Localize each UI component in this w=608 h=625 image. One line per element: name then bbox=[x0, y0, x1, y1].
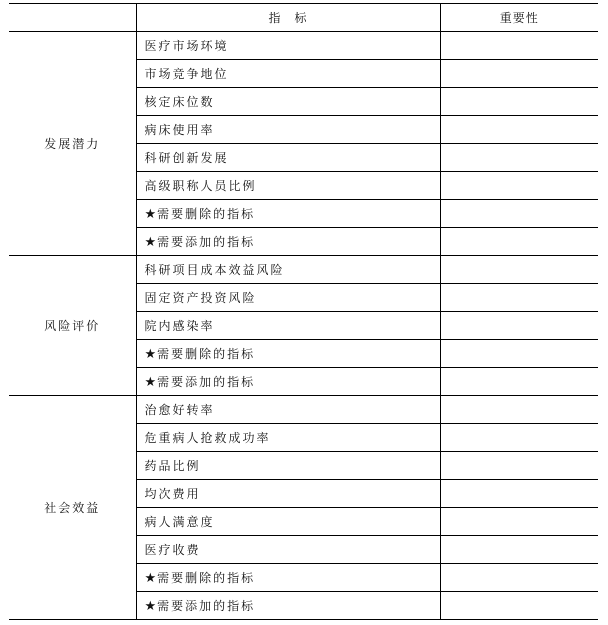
table-body bbox=[9, 32, 598, 620]
indicator-cell bbox=[136, 144, 440, 172]
indicator-label: 需要添加的指标 bbox=[157, 375, 256, 389]
importance-cell[interactable] bbox=[440, 256, 598, 284]
importance-cell[interactable] bbox=[440, 32, 598, 60]
indicator-label: 院内感染率 bbox=[144, 319, 215, 333]
indicator-label: 需要删除的指标 bbox=[157, 571, 256, 585]
importance-cell[interactable] bbox=[440, 60, 598, 88]
indicator-cell bbox=[136, 284, 440, 312]
indicator-label: 药品比例 bbox=[144, 459, 201, 473]
indicator-label: 科研创新发展 bbox=[144, 151, 229, 165]
star-icon: ★ bbox=[144, 207, 157, 222]
indicator-cell bbox=[136, 592, 440, 620]
importance-cell[interactable] bbox=[440, 200, 598, 228]
header-category bbox=[9, 4, 136, 32]
indicator-cell bbox=[136, 60, 440, 88]
importance-cell[interactable] bbox=[440, 116, 598, 144]
importance-cell[interactable] bbox=[440, 228, 598, 256]
indicator-label: 核定床位数 bbox=[144, 95, 215, 109]
indicator-label: 医疗收费 bbox=[144, 543, 201, 557]
indicator-cell bbox=[136, 116, 440, 144]
importance-cell[interactable] bbox=[440, 144, 598, 172]
indicator-cell bbox=[136, 424, 440, 452]
indicator-label: 危重病人抢救成功率 bbox=[144, 431, 271, 445]
indicator-label: 市场竞争地位 bbox=[144, 67, 229, 81]
star-icon: ★ bbox=[144, 347, 157, 362]
indicator-cell bbox=[136, 368, 440, 396]
indicator-cell bbox=[136, 452, 440, 480]
indicator-cell bbox=[136, 340, 440, 368]
table-header-row bbox=[9, 4, 598, 32]
indicator-cell bbox=[136, 228, 440, 256]
importance-cell[interactable] bbox=[440, 592, 598, 620]
indicator-cell bbox=[136, 508, 440, 536]
indicator-label: 科研项目成本效益风险 bbox=[144, 263, 285, 277]
table-row bbox=[9, 396, 598, 424]
indicator-label: 病人满意度 bbox=[144, 515, 215, 529]
importance-cell[interactable] bbox=[440, 172, 598, 200]
indicator-cell bbox=[136, 480, 440, 508]
importance-cell[interactable] bbox=[440, 340, 598, 368]
importance-cell[interactable] bbox=[440, 536, 598, 564]
indicator-cell bbox=[136, 256, 440, 284]
indicator-table bbox=[9, 3, 598, 620]
indicator-cell bbox=[136, 536, 440, 564]
header-indicator: 指 标 bbox=[136, 4, 440, 32]
indicator-label: 治愈好转率 bbox=[144, 403, 215, 417]
importance-cell[interactable] bbox=[440, 284, 598, 312]
importance-cell[interactable] bbox=[440, 88, 598, 116]
category-cell: 风险评价 bbox=[9, 256, 136, 396]
star-icon: ★ bbox=[144, 375, 157, 390]
indicator-label: 需要添加的指标 bbox=[157, 599, 256, 613]
importance-cell[interactable] bbox=[440, 564, 598, 592]
indicator-label: 高级职称人员比例 bbox=[144, 179, 257, 193]
indicator-cell bbox=[136, 396, 440, 424]
indicator-cell bbox=[136, 564, 440, 592]
indicator-label: 需要删除的指标 bbox=[157, 347, 256, 361]
header-importance: 重要性 bbox=[440, 4, 598, 32]
importance-cell[interactable] bbox=[440, 424, 598, 452]
indicator-label: 均次费用 bbox=[144, 487, 201, 501]
indicator-label: 固定资产投资风险 bbox=[144, 291, 257, 305]
indicator-label: 需要添加的指标 bbox=[157, 235, 256, 249]
indicator-cell bbox=[136, 32, 440, 60]
indicator-cell bbox=[136, 200, 440, 228]
importance-cell[interactable] bbox=[440, 508, 598, 536]
importance-cell[interactable] bbox=[440, 312, 598, 340]
indicator-label: 医疗市场环境 bbox=[144, 39, 229, 53]
importance-cell[interactable] bbox=[440, 480, 598, 508]
category-cell: 发展潜力 bbox=[9, 32, 136, 256]
importance-cell[interactable] bbox=[440, 452, 598, 480]
importance-cell[interactable] bbox=[440, 396, 598, 424]
indicator-cell bbox=[136, 88, 440, 116]
star-icon: ★ bbox=[144, 235, 157, 250]
table-row bbox=[9, 256, 598, 284]
star-icon: ★ bbox=[144, 599, 157, 614]
importance-cell[interactable] bbox=[440, 368, 598, 396]
indicator-cell bbox=[136, 312, 440, 340]
indicator-label: 需要删除的指标 bbox=[157, 207, 256, 221]
category-cell: 社会效益 bbox=[9, 396, 136, 620]
star-icon: ★ bbox=[144, 571, 157, 586]
indicator-cell bbox=[136, 172, 440, 200]
indicator-label: 病床使用率 bbox=[144, 123, 215, 137]
table-row bbox=[9, 32, 598, 60]
